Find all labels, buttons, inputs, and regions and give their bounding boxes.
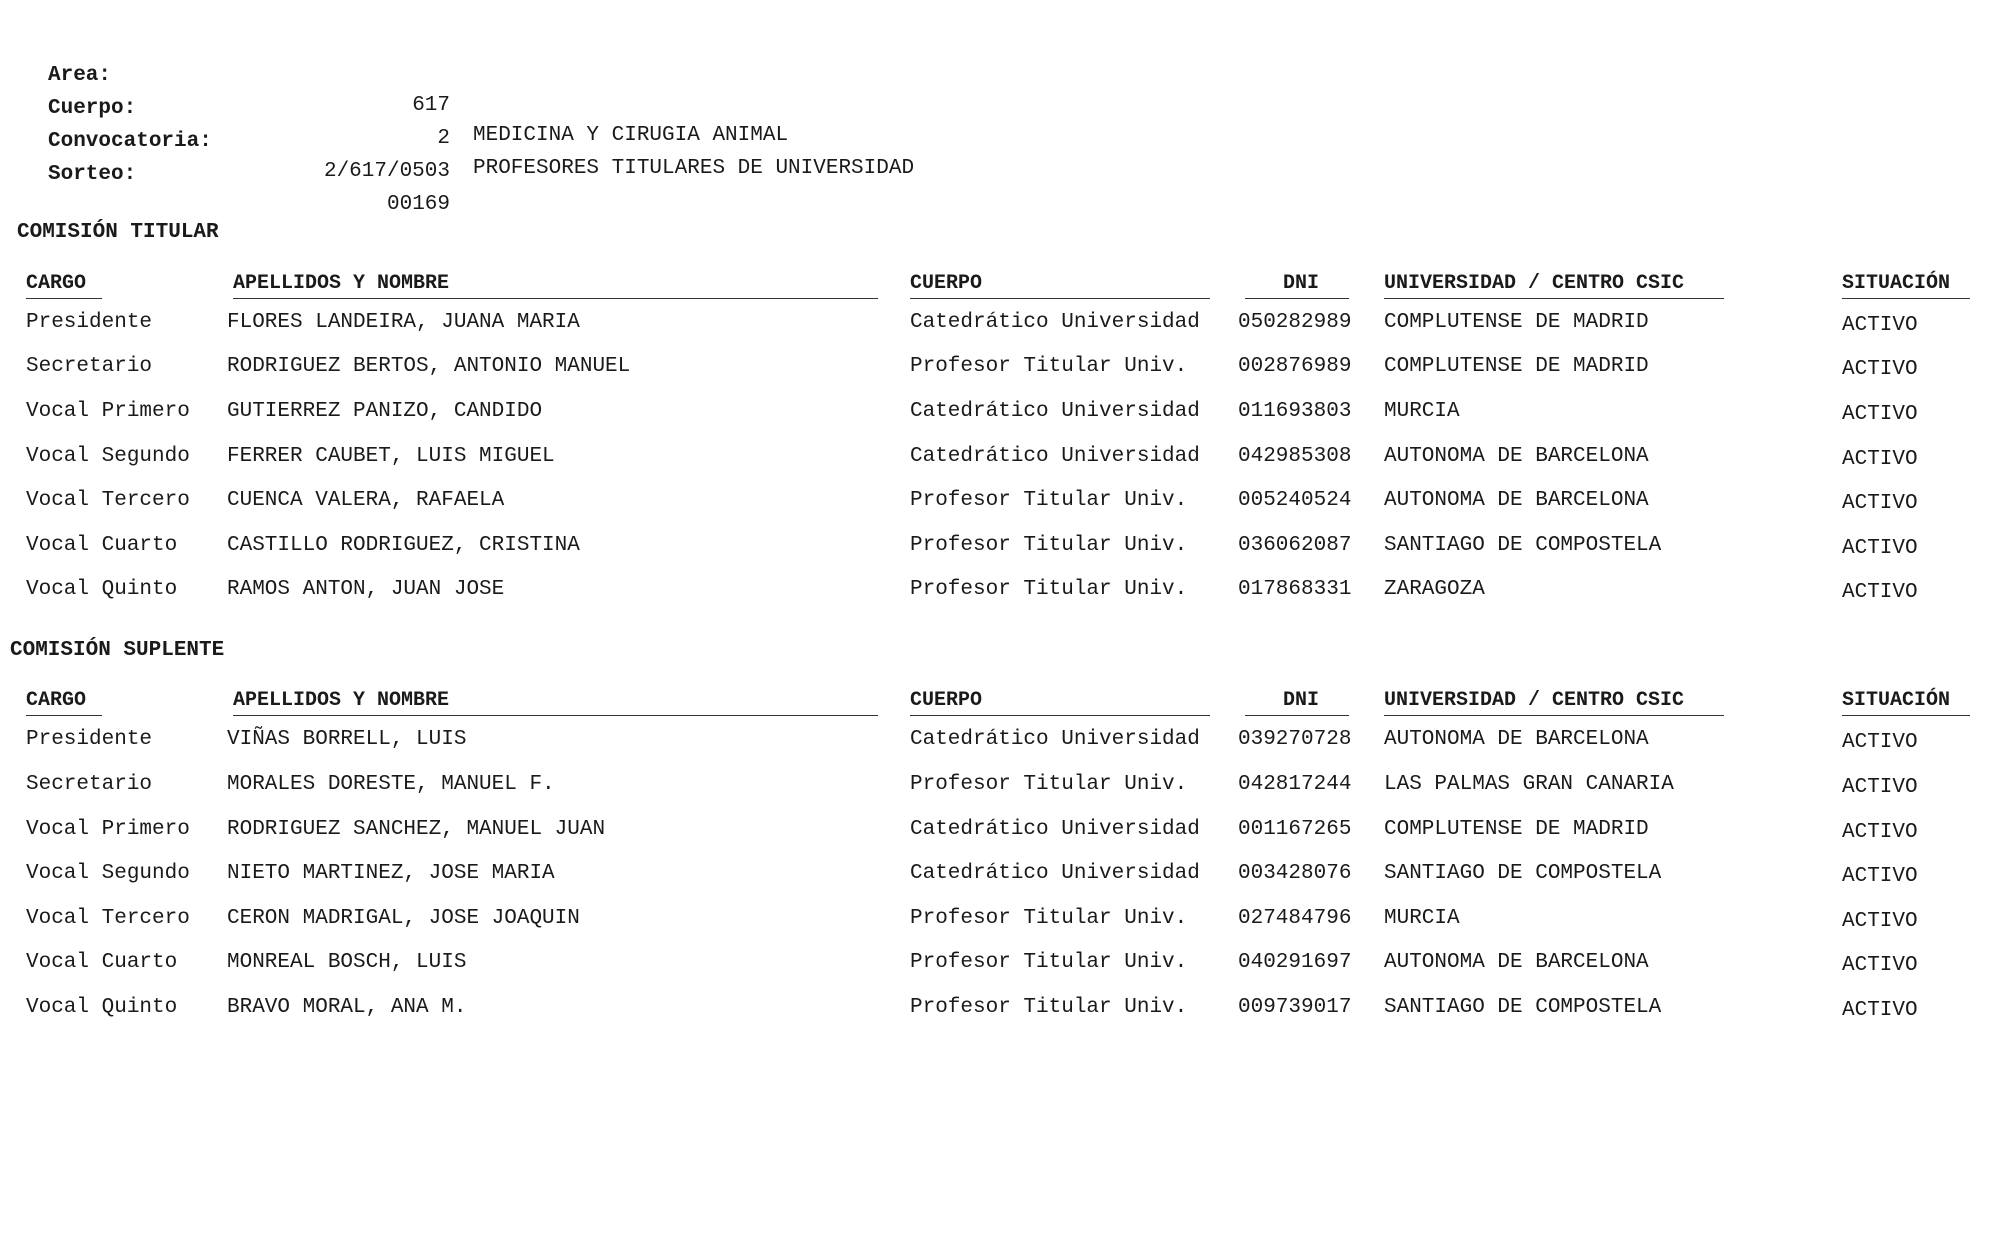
- cargo-cell: Vocal Quinto: [26, 996, 178, 1019]
- nombre-cell: FERRER CAUBET, LUIS MIGUEL: [227, 445, 555, 468]
- cargo-cell: Vocal Segundo: [26, 445, 190, 468]
- dni-cell: 039270728: [1238, 728, 1352, 751]
- cuerpo-cell: Catedrático Universidad: [910, 818, 1200, 841]
- situacion-cell: ACTIVO: [1842, 731, 1918, 754]
- col-dni-header: DNI: [1283, 689, 1320, 712]
- universidad-cell: ZARAGOZA: [1384, 578, 1485, 601]
- nombre-cell: MONREAL BOSCH, LUIS: [227, 951, 467, 974]
- nombre-cell: GUTIERREZ PANIZO, CANDIDO: [227, 400, 543, 423]
- nombre-cell: VIÑAS BORRELL, LUIS: [227, 728, 467, 751]
- col-dni-header: DNI: [1283, 272, 1320, 295]
- nombre-cell: RAMOS ANTON, JUAN JOSE: [227, 578, 505, 601]
- dni-cell: 040291697: [1238, 951, 1352, 974]
- cargo-cell: Vocal Primero: [26, 818, 190, 841]
- universidad-cell: COMPLUTENSE DE MADRID: [1384, 818, 1649, 841]
- cargo-cell: Vocal Primero: [26, 400, 190, 423]
- header-underline: [233, 298, 878, 299]
- nombre-cell: RODRIGUEZ BERTOS, ANTONIO MANUEL: [227, 355, 631, 378]
- dni-cell: 027484796: [1238, 907, 1352, 930]
- cuerpo-label: Cuerpo:: [48, 97, 137, 120]
- cuerpo-text: PROFESORES TITULARES DE UNIVERSIDAD: [473, 157, 915, 180]
- cuerpo-cell: Profesor Titular Univ.: [910, 996, 1188, 1019]
- universidad-cell: AUTONOMA DE BARCELONA: [1384, 445, 1649, 468]
- titular-title: COMISIÓN TITULAR: [17, 221, 219, 244]
- header-underline: [1245, 715, 1349, 716]
- situacion-cell: ACTIVO: [1842, 314, 1918, 337]
- cuerpo-cell: Profesor Titular Univ.: [910, 489, 1188, 512]
- header-underline: [26, 715, 102, 716]
- universidad-cell: MURCIA: [1384, 400, 1460, 423]
- universidad-cell: COMPLUTENSE DE MADRID: [1384, 355, 1649, 378]
- header-underline: [233, 715, 878, 716]
- dni-cell: 002876989: [1238, 355, 1352, 378]
- nombre-cell: CASTILLO RODRIGUEZ, CRISTINA: [227, 534, 580, 557]
- suplente-title: COMISIÓN SUPLENTE: [10, 639, 225, 662]
- universidad-cell: AUTONOMA DE BARCELONA: [1384, 951, 1649, 974]
- universidad-cell: AUTONOMA DE BARCELONA: [1384, 489, 1649, 512]
- dni-cell: 003428076: [1238, 862, 1352, 885]
- dni-cell: 011693803: [1238, 400, 1352, 423]
- nombre-cell: BRAVO MORAL, ANA M.: [227, 996, 467, 1019]
- situacion-cell: ACTIVO: [1842, 581, 1918, 604]
- area-label: Area:: [48, 64, 112, 87]
- universidad-cell: MURCIA: [1384, 907, 1460, 930]
- cargo-cell: Vocal Segundo: [26, 862, 190, 885]
- universidad-cell: SANTIAGO DE COMPOSTELA: [1384, 996, 1662, 1019]
- situacion-cell: ACTIVO: [1842, 910, 1918, 933]
- cuerpo-cell: Catedrático Universidad: [910, 445, 1200, 468]
- nombre-cell: FLORES LANDEIRA, JUANA MARIA: [227, 311, 580, 334]
- dni-cell: 001167265: [1238, 818, 1352, 841]
- cargo-cell: Presidente: [26, 728, 153, 751]
- table-row: [0, 352, 2000, 382]
- header-underline: [1842, 298, 1970, 299]
- header-underline: [1245, 298, 1349, 299]
- table-row: [0, 815, 2000, 845]
- area-text: MEDICINA Y CIRUGIA ANIMAL: [473, 124, 789, 147]
- nombre-cell: NIETO MARTINEZ, JOSE MARIA: [227, 862, 555, 885]
- table-row: [0, 725, 2000, 755]
- table-row: [0, 993, 2000, 1023]
- dni-cell: 005240524: [1238, 489, 1352, 512]
- col-cuerpo-header: CUERPO: [910, 272, 983, 295]
- cargo-cell: Vocal Cuarto: [26, 951, 178, 974]
- dni-cell: 009739017: [1238, 996, 1352, 1019]
- convocatoria-label: Convocatoria:: [48, 130, 212, 153]
- cargo-cell: Vocal Tercero: [26, 489, 190, 512]
- nombre-cell: CUENCA VALERA, RAFAELA: [227, 489, 505, 512]
- col-cargo-header: CARGO: [26, 689, 87, 712]
- col-cuerpo-header: CUERPO: [910, 689, 983, 712]
- cuerpo-cell: Profesor Titular Univ.: [910, 578, 1188, 601]
- dni-cell: 050282989: [1238, 311, 1352, 334]
- cuerpo-cell: Profesor Titular Univ.: [910, 907, 1188, 930]
- nombre-cell: MORALES DORESTE, MANUEL F.: [227, 773, 555, 796]
- situacion-cell: ACTIVO: [1842, 999, 1918, 1022]
- table-row: [0, 486, 2000, 516]
- col-universidad-header: UNIVERSIDAD / CENTRO CSIC: [1384, 689, 1685, 712]
- col-apellidos-header: APELLIDOS Y NOMBRE: [233, 689, 450, 712]
- header-underline: [1842, 715, 1970, 716]
- table-row: [0, 442, 2000, 472]
- universidad-cell: LAS PALMAS GRAN CANARIA: [1384, 773, 1674, 796]
- table-row: [0, 531, 2000, 561]
- cargo-cell: Vocal Quinto: [26, 578, 178, 601]
- situacion-cell: ACTIVO: [1842, 403, 1918, 426]
- cuerpo-cell: Profesor Titular Univ.: [910, 534, 1188, 557]
- table-row: [0, 397, 2000, 427]
- cuerpo-number: 2: [437, 127, 450, 150]
- dni-cell: 036062087: [1238, 534, 1352, 557]
- situacion-cell: ACTIVO: [1842, 492, 1918, 515]
- header-underline: [910, 715, 1210, 716]
- sorteo-number: 00169: [386, 193, 450, 216]
- situacion-cell: ACTIVO: [1842, 776, 1918, 799]
- col-universidad-header: UNIVERSIDAD / CENTRO CSIC: [1384, 272, 1685, 295]
- situacion-cell: ACTIVO: [1842, 537, 1918, 560]
- table-row: [0, 308, 2000, 338]
- table-row: [0, 948, 2000, 978]
- universidad-cell: SANTIAGO DE COMPOSTELA: [1384, 862, 1662, 885]
- dni-cell: 042985308: [1238, 445, 1352, 468]
- universidad-cell: SANTIAGO DE COMPOSTELA: [1384, 534, 1662, 557]
- situacion-cell: ACTIVO: [1842, 358, 1918, 381]
- cuerpo-cell: Catedrático Universidad: [910, 728, 1200, 751]
- col-apellidos-header: APELLIDOS Y NOMBRE: [233, 272, 450, 295]
- area-number: 617: [412, 94, 450, 117]
- table-row: [0, 904, 2000, 934]
- cuerpo-cell: Catedrático Universidad: [910, 311, 1200, 334]
- cargo-cell: Secretario: [26, 355, 153, 378]
- situacion-cell: ACTIVO: [1842, 821, 1918, 844]
- sorteo-label: Sorteo:: [48, 163, 137, 186]
- table-row: [0, 770, 2000, 800]
- cuerpo-cell: Catedrático Universidad: [910, 400, 1200, 423]
- col-cargo-header: CARGO: [26, 272, 87, 295]
- cuerpo-cell: Profesor Titular Univ.: [910, 355, 1188, 378]
- situacion-cell: ACTIVO: [1842, 865, 1918, 888]
- cargo-cell: Secretario: [26, 773, 153, 796]
- cuerpo-cell: Catedrático Universidad: [910, 862, 1200, 885]
- convocatoria-number: 2/617/0503: [323, 160, 450, 183]
- cargo-cell: Vocal Cuarto: [26, 534, 178, 557]
- situacion-cell: ACTIVO: [1842, 448, 1918, 471]
- table-row: [0, 859, 2000, 889]
- nombre-cell: CERON MADRIGAL, JOSE JOAQUIN: [227, 907, 580, 930]
- dni-cell: 017868331: [1238, 578, 1352, 601]
- header-underline: [1384, 715, 1724, 716]
- universidad-cell: AUTONOMA DE BARCELONA: [1384, 728, 1649, 751]
- universidad-cell: COMPLUTENSE DE MADRID: [1384, 311, 1649, 334]
- header-underline: [26, 298, 102, 299]
- header-underline: [1384, 298, 1724, 299]
- situacion-cell: ACTIVO: [1842, 954, 1918, 977]
- table-row: [0, 575, 2000, 605]
- nombre-cell: RODRIGUEZ SANCHEZ, MANUEL JUAN: [227, 818, 606, 841]
- cuerpo-cell: Profesor Titular Univ.: [910, 951, 1188, 974]
- cuerpo-cell: Profesor Titular Univ.: [910, 773, 1188, 796]
- header-underline: [910, 298, 1210, 299]
- cargo-cell: Vocal Tercero: [26, 907, 190, 930]
- col-situacion-header: SITUACIÓN: [1842, 272, 1951, 295]
- cargo-cell: Presidente: [26, 311, 153, 334]
- dni-cell: 042817244: [1238, 773, 1352, 796]
- col-situacion-header: SITUACIÓN: [1842, 689, 1951, 712]
